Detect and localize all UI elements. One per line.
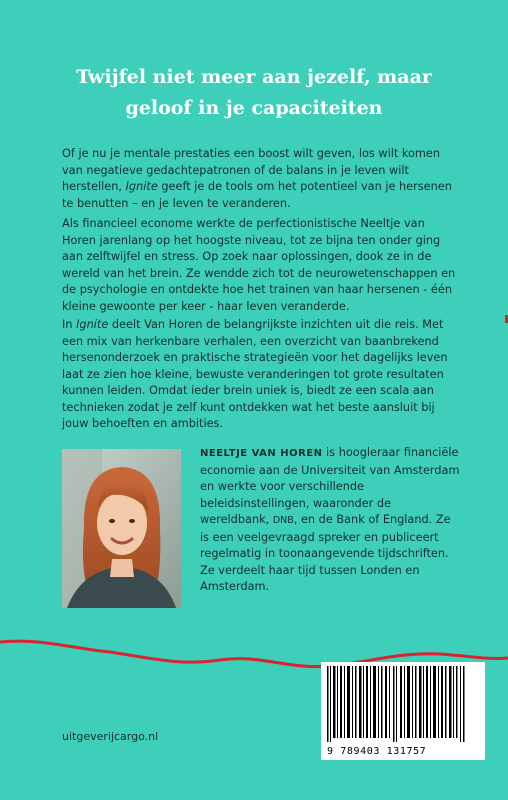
author-bio-dnb: DNB <box>272 515 294 526</box>
book-title-italic: Ignite <box>125 180 158 193</box>
publisher-website[interactable]: uitgeverijcargo.nl <box>62 730 159 743</box>
author-bio-text-1: is hoogleraar financiële economie aan de Universiteit van Amsterdam en werkte voor verschillende beleidsinstellingen, waaronder de wereldbank, <box>200 446 460 526</box>
paragraph-intro <box>62 146 460 212</box>
author-portrait-image <box>62 449 181 608</box>
author-bio-text-2: , en de Bank of England. Ze is een veelgevraagd spreker en publiceert regelmatig in toonaangevende tijdschriften. Ze verdeelt haar tijd tussen Londen en Amsterdam. <box>200 513 451 593</box>
book-title-italic-2: Ignite <box>76 318 109 331</box>
headline-line-2: geloof in je capaciteiten <box>125 97 383 119</box>
paragraph-intro-text-1: Of je nu je mentale prestaties een boost wilt geven, los wilt komen van negatieve gedachtepatronen of de balans in je leven wilt herstellen, <box>62 147 441 193</box>
author-photo <box>62 449 181 608</box>
paragraph-summary-prefix: In <box>62 318 77 331</box>
paragraph-book-summary <box>62 317 460 433</box>
author-name: NEELTJE VAN HOREN <box>200 448 323 459</box>
barcode-bars <box>321 662 485 742</box>
barcode <box>321 662 485 760</box>
headline <box>40 62 468 124</box>
barcode-digits: 9 789403 131757 <box>327 746 427 757</box>
paragraph-summary-text: deelt Van Horen de belangrijkste inzichten uit die reis. Met een mix van herkenbare verhalen, een overzicht van baanbrekend hersenonderzoek en praktische strategieën voor het dagelijks leven laat ze zien hoe kleine, bewuste veranderingen tot grote resultaten kunnen leiden. Omdat ieder brein uniek is, biedt ze een scala aan technieken zodat je zelf kunt ontdekken wat het beste aansluit bij jouw behoeften en ambities. <box>62 318 448 430</box>
author-bio <box>200 445 462 596</box>
headline-line-1: Twijfel niet meer aan jezelf, maar <box>76 66 432 88</box>
paragraph-intro-text-2: geeft je de tools om het potentieel van je hersenen te benutten – en je leven te veranderen. <box>62 180 452 210</box>
paragraph-background: Als financieel econome werkte de perfectionistische Neeltje van Horen jarenlang op het hoogste niveau, tot ze bijna ten onder ging aan zelftwijfel en stress. Op zoek naar oplossingen, dook ze in de wereld van het brein. Ze wendde zich tot de neurowetenschappen en de psychologie en ontdekte hoe het trainen van haar hersenen - één kleine gewoonte per keer - haar leven veranderde. <box>62 217 456 313</box>
